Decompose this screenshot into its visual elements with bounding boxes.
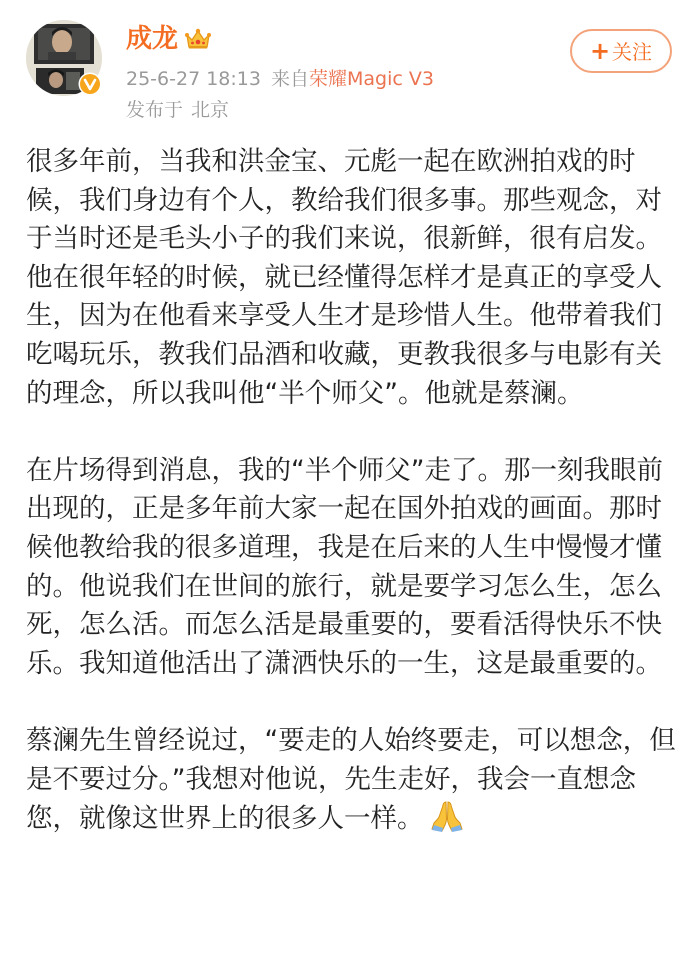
follow-label: 关注 [612, 40, 653, 64]
username[interactable]: 成龙 [126, 24, 179, 54]
location-name: 北京 [191, 99, 230, 121]
source-prefix: 来自 [270, 68, 309, 90]
folded-hands-emoji [430, 799, 464, 833]
post-timestamp: 25-6-27 18:13 [126, 68, 261, 90]
post-location [126, 97, 229, 123]
verified-badge-icon [78, 72, 102, 96]
post-content [26, 143, 676, 839]
post-paragraph: 很多年前，当我和洪金宝、元彪一起在欧洲拍戏的时候，我们身边有个人，教给我们很多事。那些观念，对于当时还是毛头小子的我们来说，很新鲜，很有启发。他在很年轻的时候，就已经懂得怎样才是真正的享受人生，因为在他看来享受人生才是珍惜人生。他带着我们吃喝玩乐，教我们品酒和收藏，更教我很多与电影有关的理念，所以我叫他“半个师父”。他就是蔡澜。 [26, 146, 662, 409]
post-paragraph: 在片场得到消息，我的“半个师父”走了。那一刻我眼前出现的，正是多年前大家一起在国外拍戏的画面。那时候他教给我的很多道理，我是在后来的人生中慢慢才懂的。他说我们在世间的旅行，就是要学习怎么生，怎么死，怎么活。而怎么活是最重要的，要看活得快乐不快乐。我知道他活出了潇洒快乐的一生，这是最重要的。 [26, 454, 663, 679]
plus-icon: + [589, 37, 611, 65]
post-paragraph [26, 722, 676, 839]
crown-icon [184, 27, 212, 51]
post-meta [126, 66, 434, 92]
follow-button[interactable] [570, 29, 672, 73]
location-prefix: 发布于 [126, 99, 184, 121]
post-paragraph-text: 蔡澜先生曾经说过，“要走的人始终要走，可以想念，但是不要过分。”我想对他说，先生走好，我会一直想念您，就像这世界上的很多人一样。 [26, 724, 676, 835]
device-link[interactable]: 荣耀Magic V3 [308, 68, 434, 90]
